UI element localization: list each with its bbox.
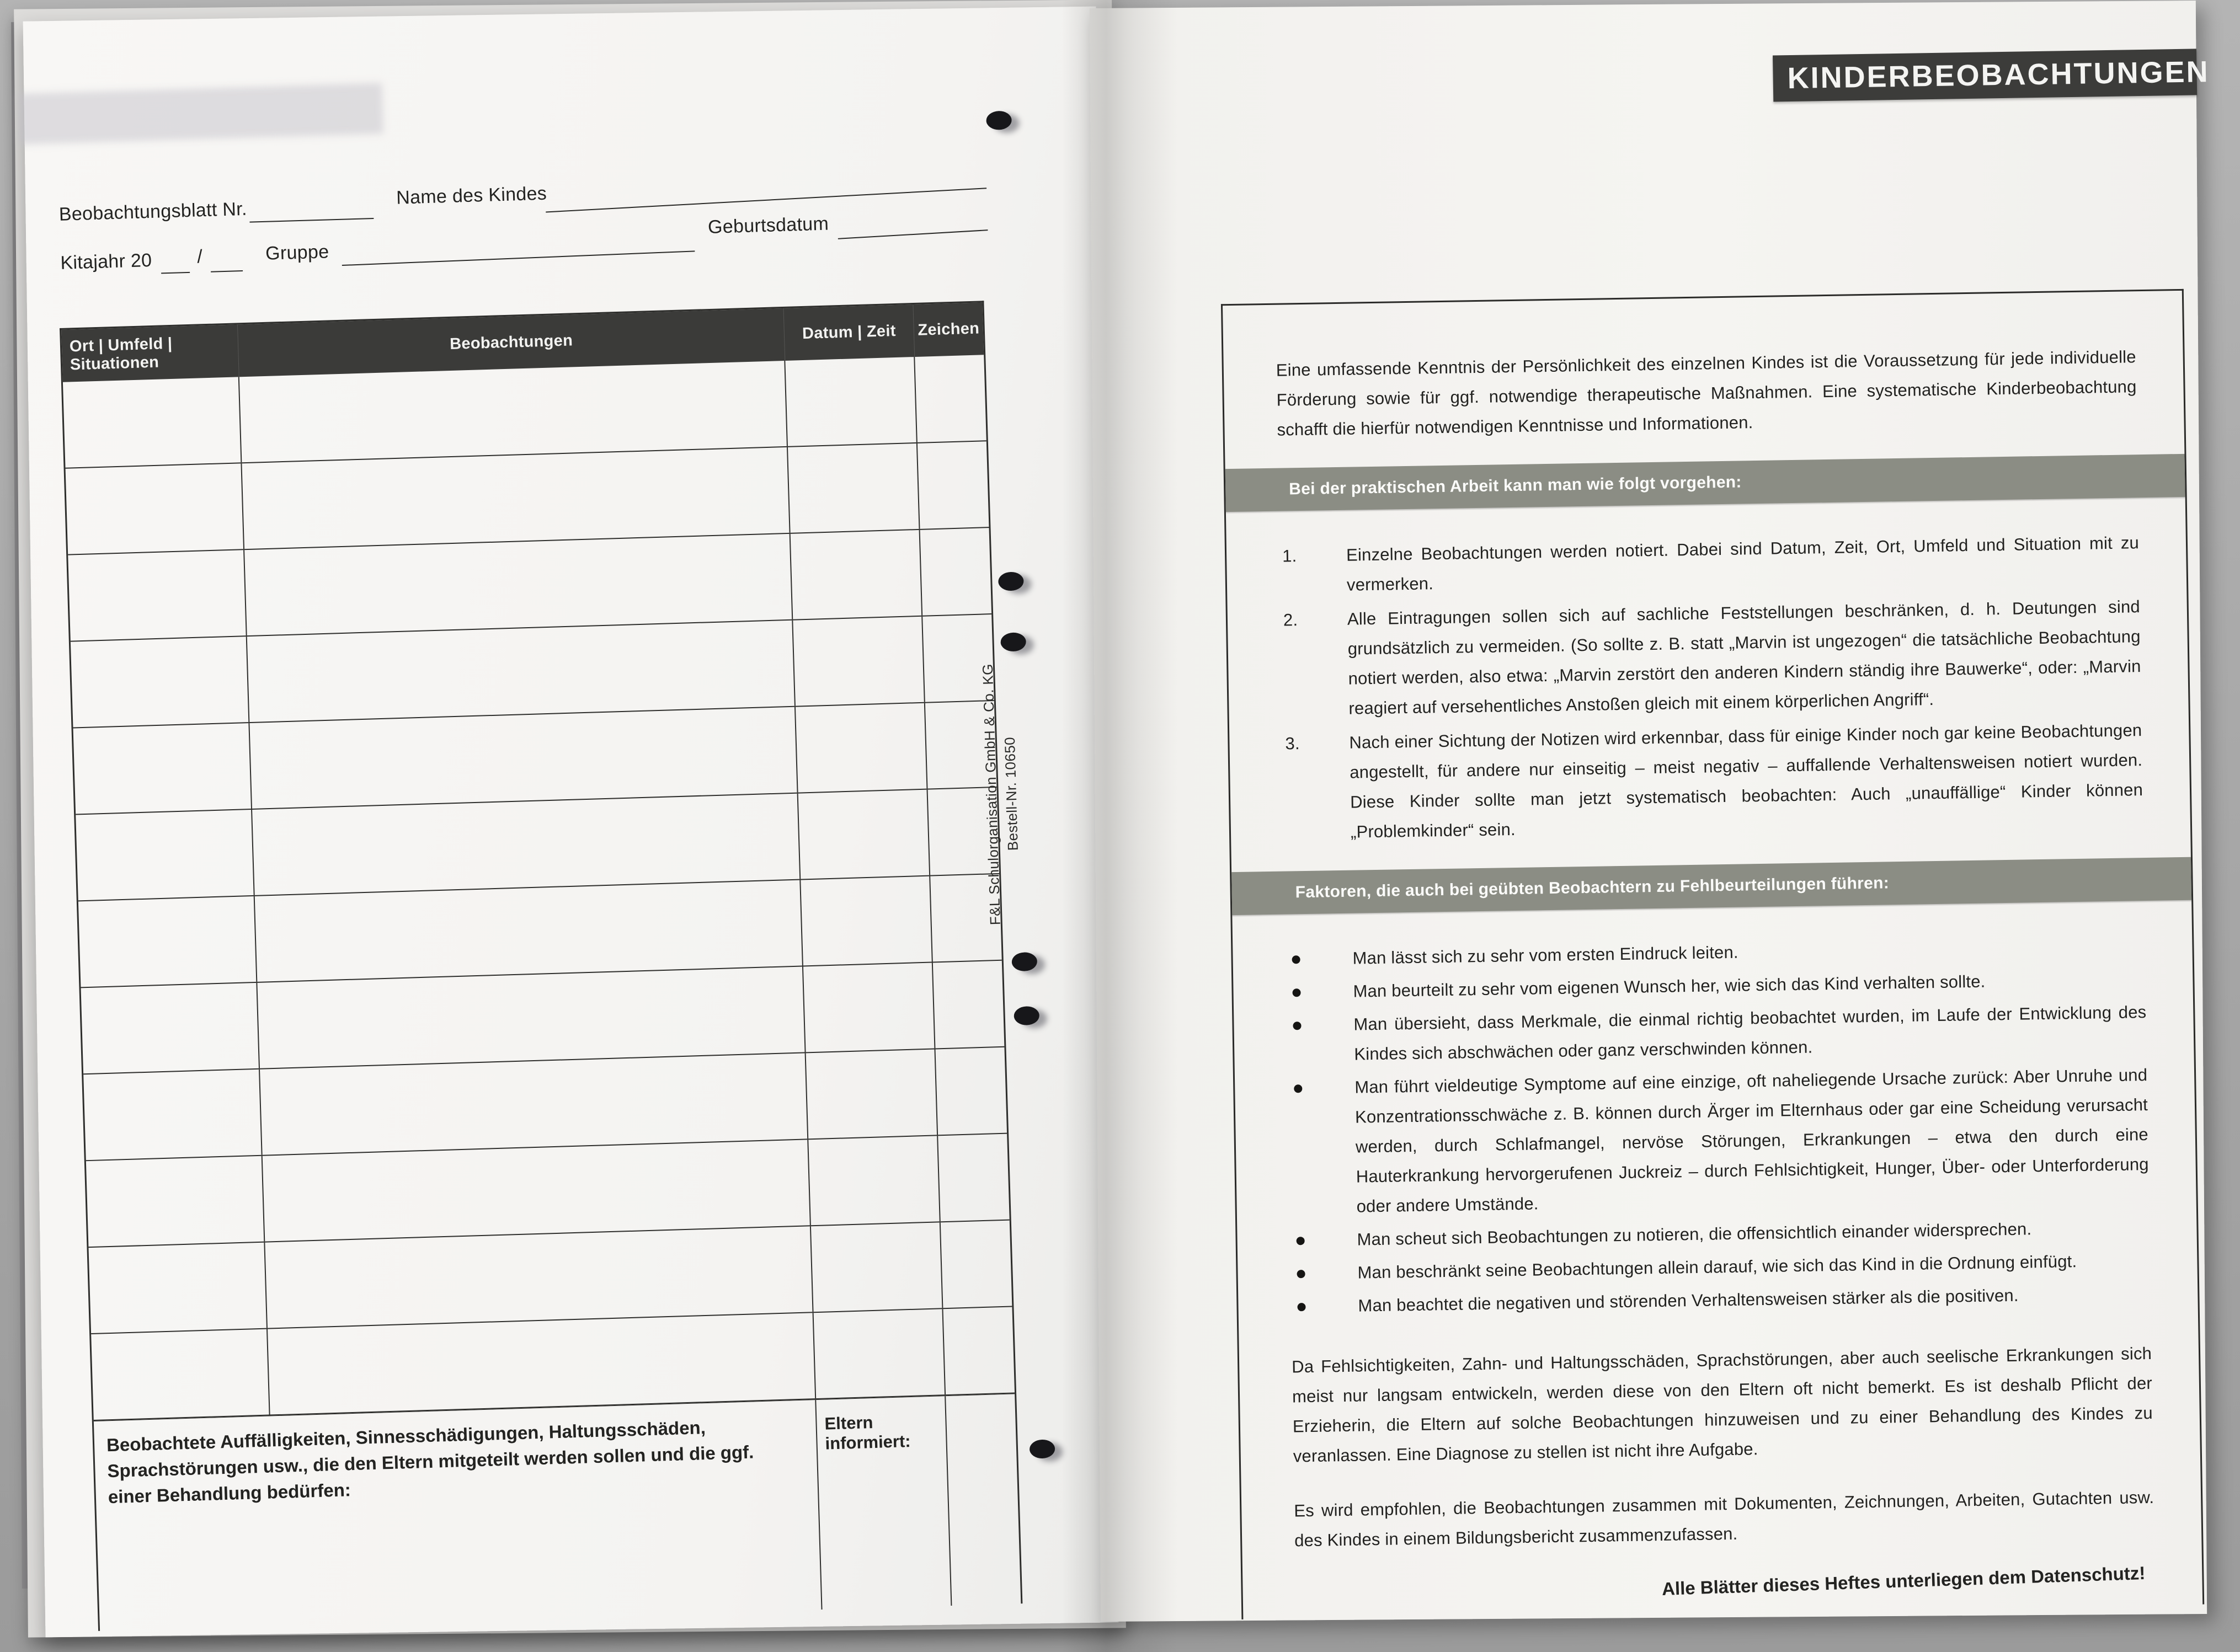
table-cell: [63, 377, 242, 467]
sheet-number-blank: [249, 218, 374, 223]
table-cell: [920, 528, 992, 616]
bullet-item: Man beschränkt seine Beobachtungen allein darauf, wie sich das Kind in die Ordnung einfügt.: [1290, 1245, 2151, 1289]
show-through-ghost-bar: [18, 83, 383, 145]
table-cell: [806, 1049, 938, 1138]
table-cell: [247, 621, 796, 722]
group-label: Gruppe: [265, 241, 329, 264]
column-header-datum-zeit: Datum | Zeit: [784, 304, 915, 361]
table-cell: [244, 534, 793, 635]
table-cell: [66, 463, 244, 554]
table-cell: [73, 723, 252, 814]
table-cell: [249, 707, 798, 809]
observation-table-body: [63, 355, 1015, 1421]
table-cell: [938, 1134, 1010, 1222]
closing-paragraph: Es wird empfohlen, die Beobachtungen zusammen mit Dokumenten, Zeichnungen, Arbeiten, Gutachten usw. des Kindes in einem Bildungsbericht zusammenzufassen.: [1294, 1487, 2154, 1551]
table-cell: [91, 1329, 270, 1420]
bullet-item: Man lässt sich zu sehr vom ersten Eindruck leiten.: [1285, 931, 2146, 974]
column-header-zeichen: Zeichen: [917, 319, 980, 339]
table-cell: [936, 1047, 1007, 1135]
error-factor-list: [1285, 931, 2151, 1322]
kita-year-blank-2: [211, 270, 243, 272]
sheet-number-label: Beobachtungsblatt Nr.: [58, 198, 248, 225]
kita-year-separator: /: [196, 246, 203, 268]
table-cell: [260, 1053, 808, 1154]
instructions-page: [1090, 1, 2210, 1622]
closing-paragraph: Da Fehlsichtigkeiten, Zahn- und Haltungsschäden, Sprachstörungen, aber auch seelische Erkrankungen sich meist nur langsam entwickeln, werden diese von den Eltern oft nicht bemerkt. Es ist deshalb Pflicht der Erzieherin, die Eltern auf solche Beobachtungen hinzuweisen und zu einer Behandlung des Kindes zu veranlassen. Eine Diagnose zu stellen ist nicht ihre Aufgabe.: [1291, 1343, 2153, 1466]
table-cell: [941, 1221, 1012, 1308]
table-cell: [252, 794, 801, 895]
numbered-item: Einzelne Beobachtungen werden notiert. Dabei sind Datum, Zeit, Ort, Umfeld und Situation mit zu vermerken.: [1346, 533, 2140, 595]
table-cell: [788, 443, 920, 533]
section-heading-error-factors: Faktoren, die auch bei geübten Beobachtern zu Fehlbeurteilungen führen:: [1231, 857, 2191, 915]
observation-form-page: [23, 7, 1119, 1638]
table-cell: [257, 966, 806, 1068]
table-cell: [76, 810, 254, 900]
bullet-item: Man übersieht, dass Merkmale, die einmal richtig beobachtet wurden, im Laufe der Entwicklung des Kindes sich abschwächen oder ganz verschwinden können.: [1286, 997, 2147, 1070]
parents-informed-label: Eltern informiert:: [816, 1396, 952, 1610]
punch-hole: [986, 111, 1012, 130]
punch-hole: [1030, 1439, 1055, 1458]
punch-hole: [1014, 1006, 1039, 1025]
bullet-item: Man beurteilt zu sehr vom eigenen Wunsch her, wie sich das Kind verhalten sollte.: [1286, 964, 2146, 1007]
table-cell: [791, 530, 922, 619]
table-cell: [785, 357, 917, 446]
birthdate-label: Geburtsdatum: [707, 213, 829, 238]
numbered-item: Alle Eintragungen sollen sich auf sachliche Feststellungen beschränken, d. h. Deutungen sind grundsätzlich zu vermeiden. (So sollte z. B. statt „Marvin ist ungezogen“ die tatsächliche Beobachtung notiert werden, also etwa: „Marvin zerstört den anderen Kindern ständig ihre Bauwerke“, oder: „Marvin reagiert auf versehentliches Anstoßen gleich mit einem körperlichen Angriff“.: [1347, 597, 2141, 718]
table-cell: [808, 1136, 940, 1225]
bullet-item: Man scheut sich Beobachtungen zu notieren, die offensichtlich einander widersprechen.: [1289, 1212, 2150, 1255]
intro-paragraph: Eine umfassende Kenntnis der Persönlichkeit des einzelnen Kindes ist die Voraussetzung für jede individuelle Förderung sowie für ggf. notwendige therapeutische Maßnahmen. Eine systematische Kinderbeobachtung schafft die hierfür notwendigen Kenntnisse und Informationen.: [1276, 347, 2137, 440]
table-cell: [814, 1309, 946, 1398]
order-number: Bestell-Nr. 10650: [1001, 736, 1021, 851]
table-cell: [933, 961, 1005, 1049]
kita-year-blank-1: [161, 272, 190, 274]
table-cell: [918, 441, 989, 529]
table-cell: [793, 617, 925, 706]
table-cell: [81, 983, 260, 1073]
child-name-blank: [546, 188, 986, 212]
data-protection-note: Alle Blätter dieses Heftes unterliegen dem Datenschutz!: [1661, 1562, 2146, 1599]
observation-form-content: [9, 0, 1130, 1639]
child-name-label: Name des Kindes: [396, 183, 547, 208]
page-title-bar: [1773, 49, 2210, 101]
table-cell: [86, 1156, 265, 1247]
table-cell: [88, 1243, 267, 1333]
publisher-imprint: [976, 617, 1047, 971]
kita-year-label: Kitajahr 20: [60, 249, 152, 274]
table-cell: [255, 880, 803, 982]
table-cell: [78, 896, 257, 987]
numbered-item: Nach einer Sichtung der Notizen wird erkennbar, dass für einige Kinder noch gar keine Beobachtungen angestellt, für andere nur einseitig – meist negativ – auffallende Verhaltensweisen notiert wurden. Diese Kinder sollte man jetzt systematisch beobachten: Auch „unauffällige“ Kinder können „Problemkinder“ sein.: [1349, 720, 2143, 842]
page-title: KINDERBEOBACHTUNGEN: [1787, 55, 2210, 95]
table-cell: [801, 876, 932, 966]
publisher-name: F&L Schulorganisation GmbH & Co. KG: [979, 663, 1004, 926]
observation-table-footer: [94, 1393, 1021, 1630]
abnormalities-note: Beobachtete Auffälligkeiten, Sinnesschädigungen, Haltungsschäden, Sprachstörungen usw., die den Eltern mitgeteilt werden sollen und die ggf. einer Behandlung bedürfen:: [94, 1400, 823, 1631]
birthdate-blank: [838, 229, 988, 239]
table-cell: [71, 637, 249, 727]
group-blank: [342, 250, 695, 266]
instructions-content: [1076, 0, 2210, 1622]
table-cell: [239, 361, 788, 462]
table-cell: [242, 447, 790, 549]
section-heading-practical-work: Bei der praktischen Arbeit kann man wie folgt vorgehen:: [1225, 454, 2185, 512]
table-cell: [265, 1226, 813, 1328]
table-cell: [803, 963, 935, 1052]
footer-zeichen-cell: [946, 1394, 1021, 1606]
punch-hole: [998, 571, 1024, 591]
observation-table: [60, 301, 1022, 1631]
column-header-beobachtungen: Beobachtungen: [238, 308, 785, 377]
table-cell: [83, 1070, 262, 1160]
bullet-item: Man führt vieldeutige Symptome auf eine einzige, oft naheliegende Ursache zurück: Aber Unruhe und Konzentrationsschwäche z. B. können durch Ärger im Elternhaus oder gar eine Scheidung verursacht werden, durch Schlafmangel, nervöse Störungen, Erkrankungen – etwa den durch eine Hauterkrankung hervorgerufenen Juckreiz – durch Fehlsichtigkeit, Hunger, Über- oder Unterforderung oder andere Umstände.: [1287, 1060, 2150, 1222]
table-cell: [943, 1307, 1015, 1395]
table-cell: [268, 1313, 816, 1414]
numbered-instruction-list: [1279, 528, 2144, 848]
column-header-ort-umfeld-situationen: Ort | Umfeld | Situationen: [61, 324, 239, 382]
instructions-box: [1221, 289, 2204, 1619]
table-cell: [798, 790, 930, 879]
table-cell: [68, 550, 247, 640]
table-cell: [796, 703, 927, 793]
closing-paragraphs: [1292, 1339, 2155, 1555]
table-cell: [263, 1140, 811, 1241]
table-cell: [811, 1222, 943, 1312]
bullet-item: Man beachtet die negativen und störenden Verhaltensweisen stärker als die positiven.: [1290, 1279, 2151, 1322]
table-cell: [915, 355, 986, 442]
